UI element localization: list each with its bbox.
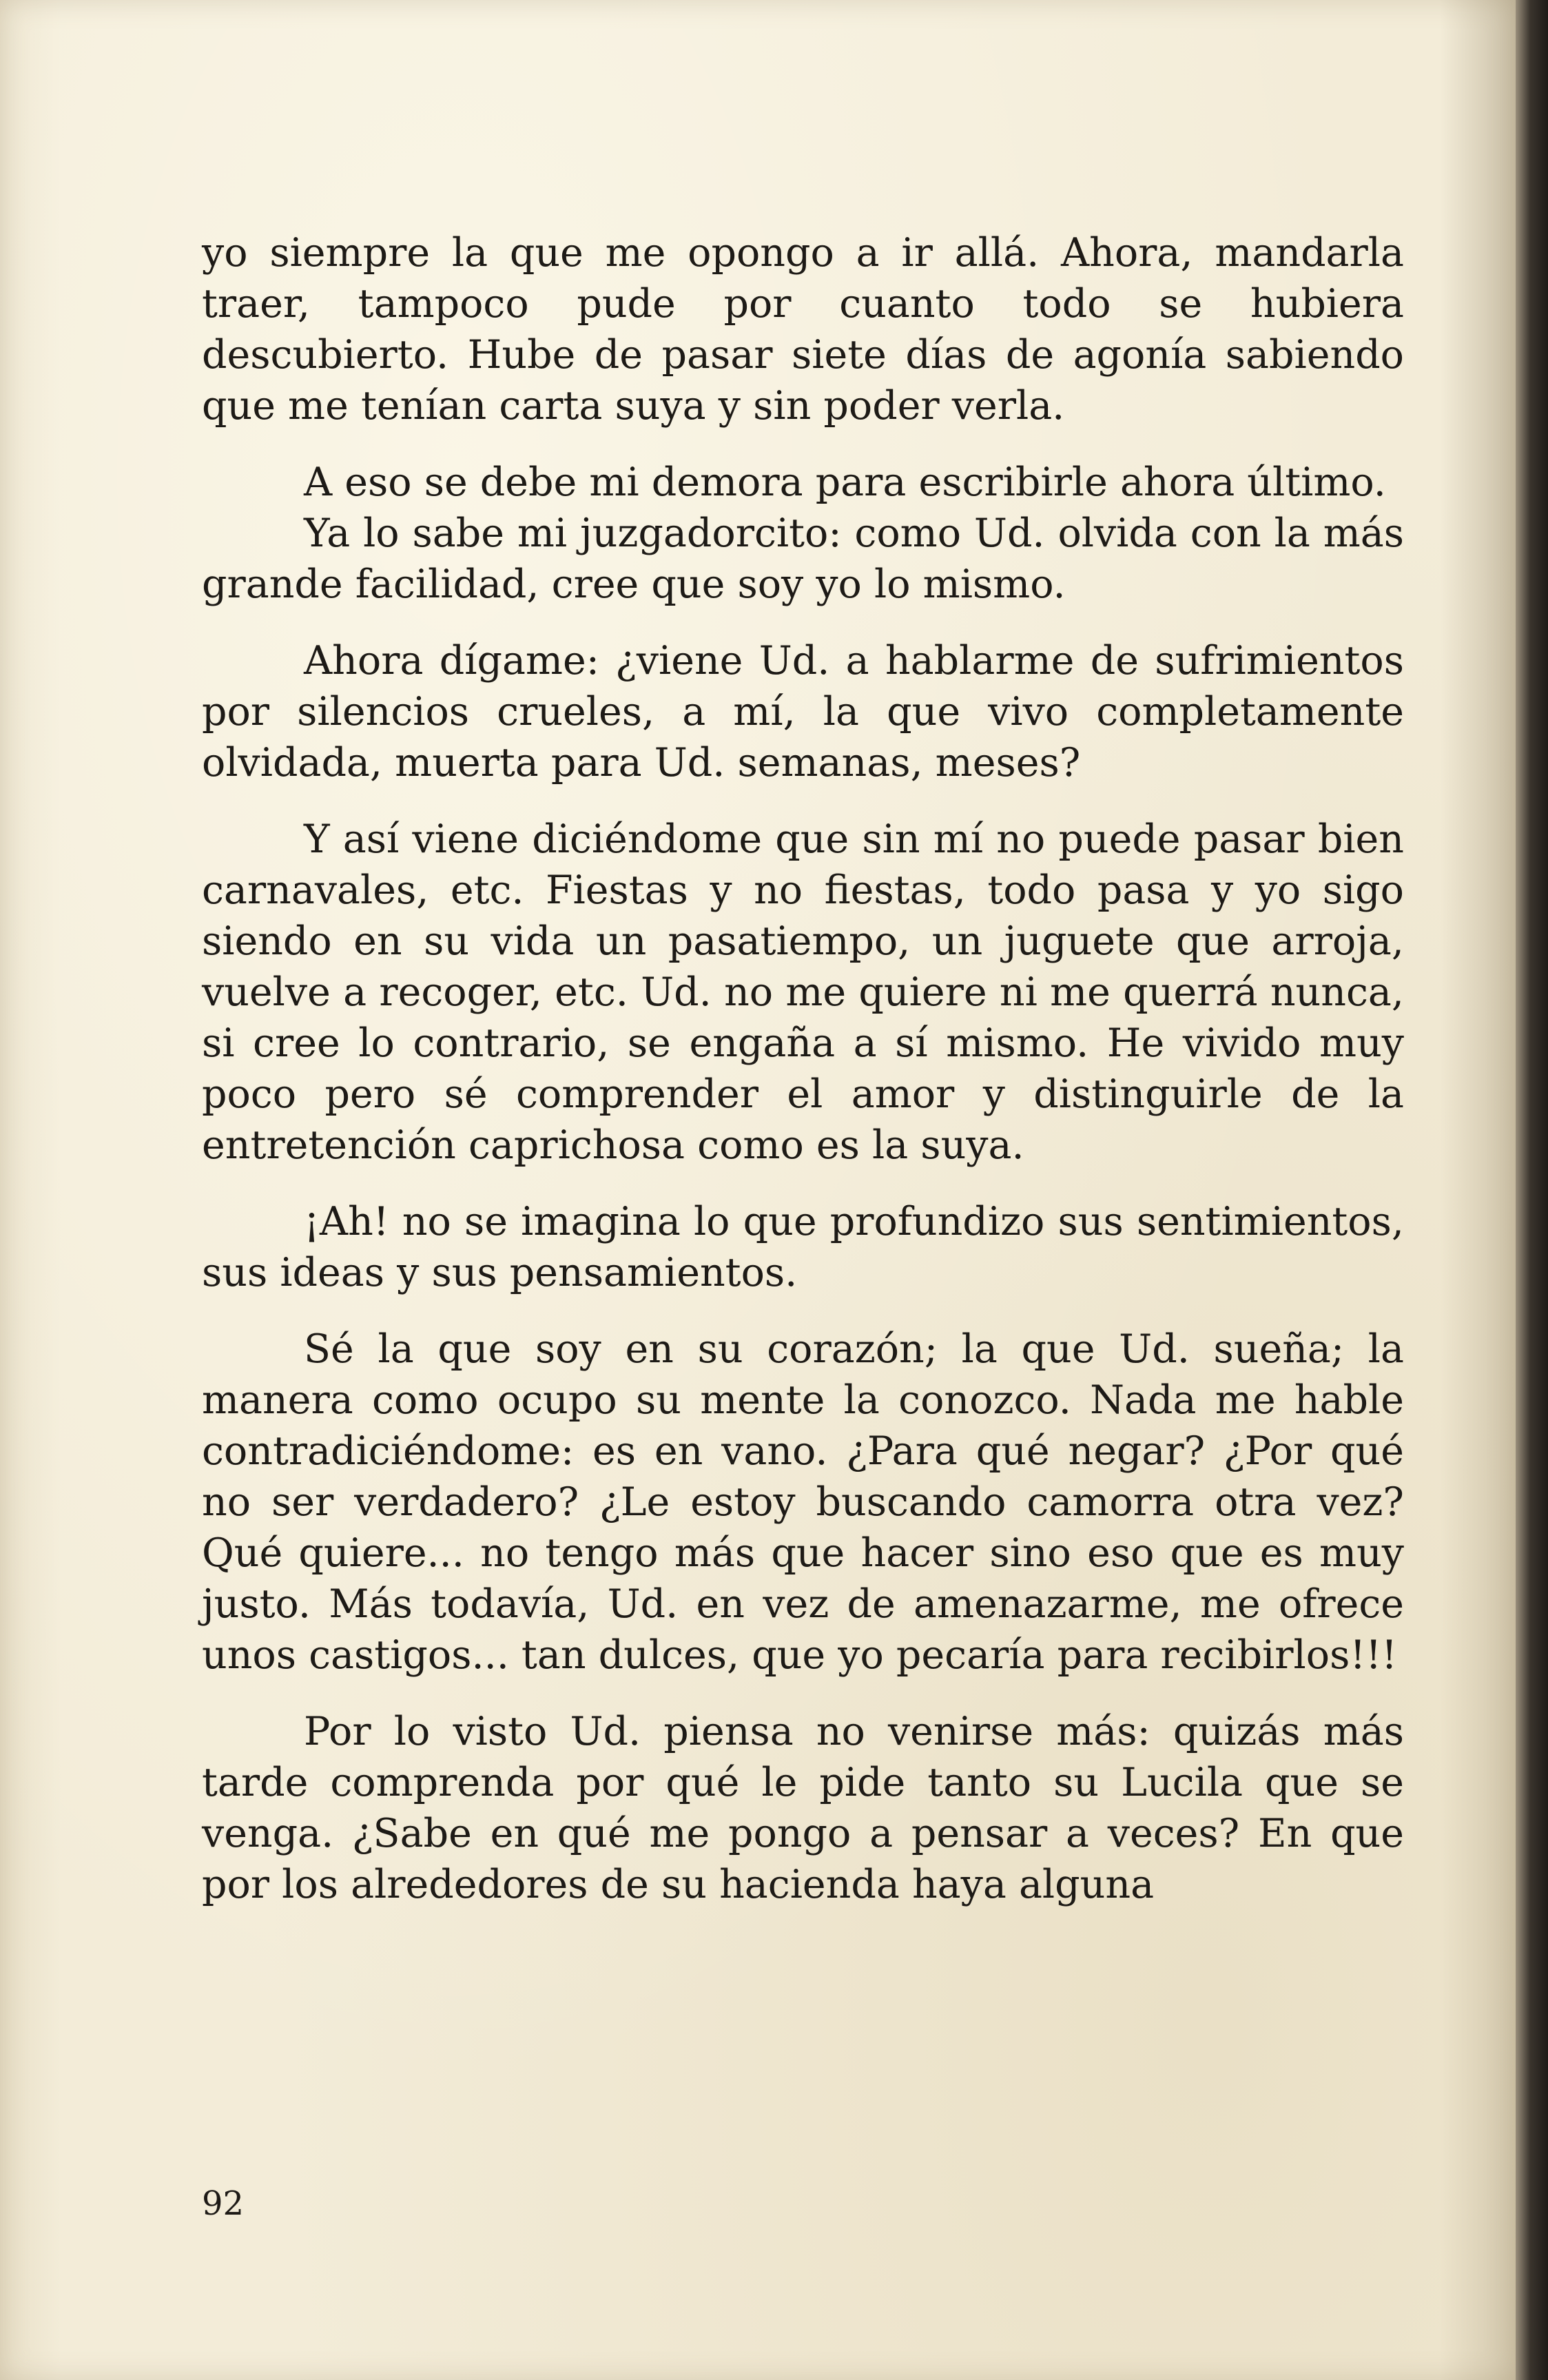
book-edge [1516, 0, 1548, 2380]
paragraph: Por lo visto Ud. piensa no venirse más: quizás más tarde comprenda por qué le pide tanto su Lucila que se venga. ¿Sabe en qué me pongo a pensar a veces? En que por los alrededores de su hacienda haya alguna [202, 1709, 1404, 1907]
paragraph: Y así viene diciéndome que sin mí no puede pasar bien carnavales, etc. Fiestas y no fiestas, todo pasa y yo sigo siendo en su vida un pasatiempo, un juguete que arroja, vuelve a recoger, etc. Ud. no me quiere ni me querrá nunca, si cree lo contrario, se engaña a sí mismo. He vivido muy poco pero sé comprender el amor y distinguirle de la entretención caprichosa como es la suya. [202, 817, 1404, 1168]
paragraph: yo siempre la que me opongo a ir allá. Ahora, mandarla traer, tampoco pude por cuanto todo se hubiera descubierto. Hube de pasar siete días de agonía sabiendo que me tenían carta suya y sin poder verla. [202, 230, 1404, 429]
paragraph: ¡Ah! no se imagina lo que profundizo sus sentimientos, sus ideas y sus pensamientos. [202, 1199, 1404, 1295]
body-text [202, 227, 1404, 1910]
paragraph: A eso se debe mi demora para escribirle ahora último. [304, 460, 1386, 505]
paragraph: Sé la que soy en su corazón; la que Ud. sueña; la manera como ocupo su mente la conozco. Nada me hable contradiciéndome: es en vano. ¿Para qué negar? ¿Por qué no ser verdadero? ¿Le estoy buscando camorra otra vez? Qué quiere... no tengo más que hacer sino eso que es muy justo. Más todavía, Ud. en vez de amenazarme, me ofrece unos castigos... tan dulces, que yo pecaría para recibirlos!!! [202, 1326, 1404, 1678]
paragraph: Ya lo sabe mi juzgadorcito: como Ud. olvida con la más grande facilidad, cree que soy yo lo mismo. [202, 511, 1404, 607]
paragraph: Ahora dígame: ¿viene Ud. a hablarme de sufrimientos por silencios crueles, a mí, la que vivo completamente olvidada, muerta para Ud. semanas, meses? [202, 638, 1404, 786]
page-number: 92 [202, 2184, 245, 2223]
